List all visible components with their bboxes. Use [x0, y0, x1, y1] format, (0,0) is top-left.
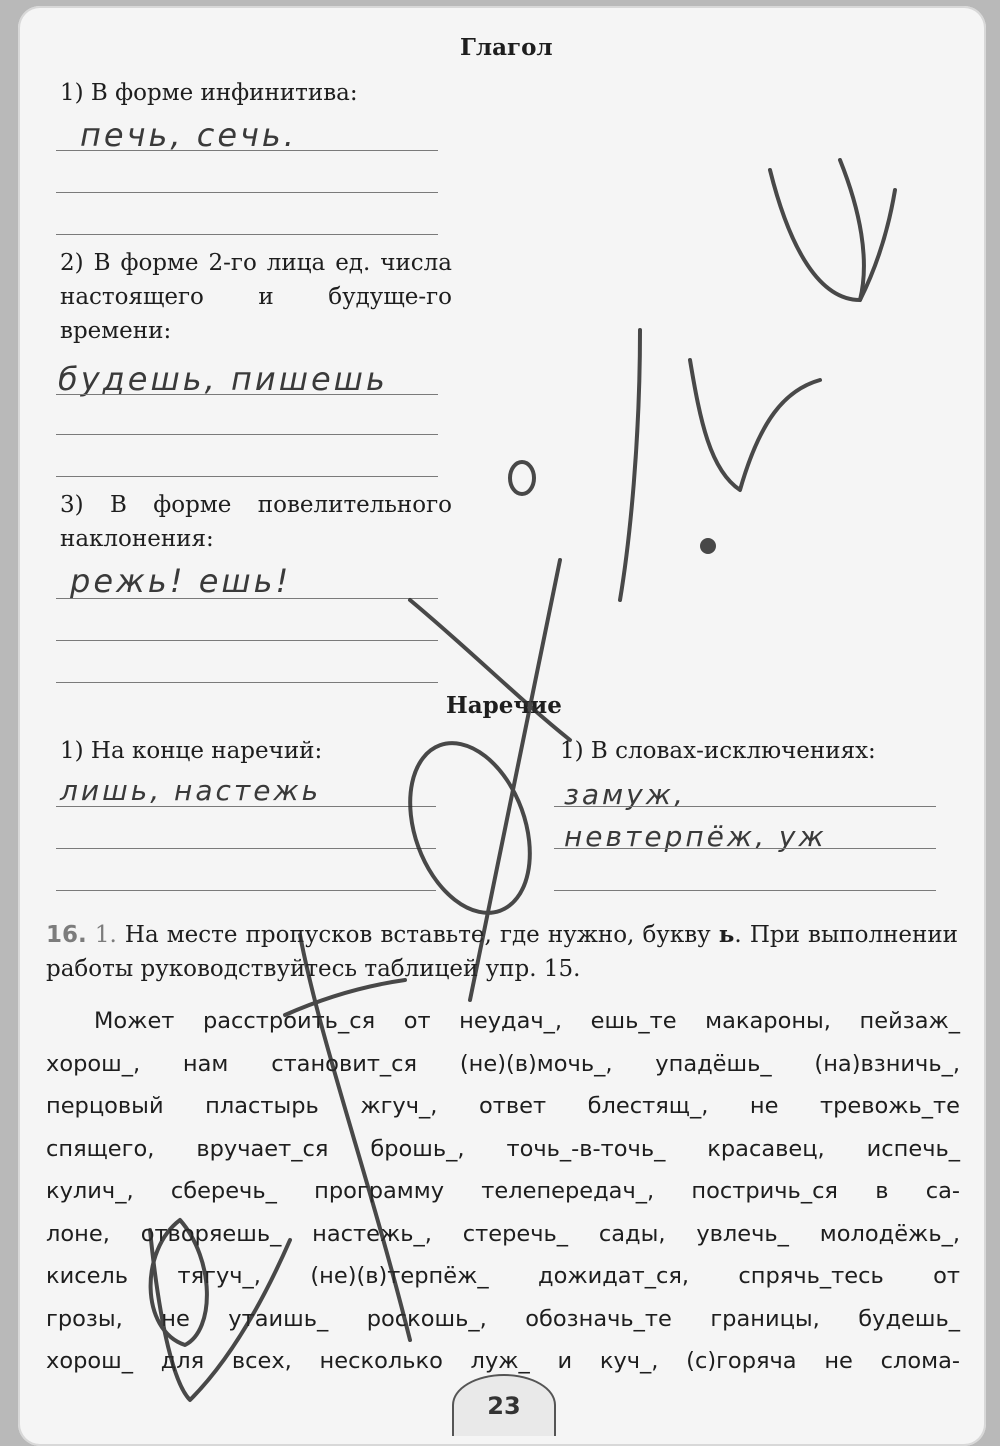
exercise-line: хорош_ для всех, несколько луж_ и куч_, (с)горяча не слома-	[46, 1348, 960, 1374]
verb-item-3-answer: режь! ешь!	[70, 562, 292, 600]
task-number: 16.	[46, 922, 87, 948]
answer-line	[56, 890, 436, 891]
verb-item-2-label: 2) В форме 2-го лица ед. числа настоящего и будуще-го времени:	[60, 250, 452, 344]
verb-item-3-label: 3) В форме повелительного наклонения:	[60, 492, 452, 552]
answer-line	[554, 848, 936, 849]
task-16	[46, 918, 958, 986]
adverb-right-answer: замуж, невтерпёж, уж	[564, 778, 827, 853]
task-text-b: . При выполнении работы руководствуйтесь таблицей упр. 15.	[46, 922, 958, 982]
adverb-left-label: 1) На конце наречий:	[60, 738, 323, 764]
answer-line	[56, 682, 438, 683]
exercise-line: перцовый пластырь жгуч_, ответ блестящ_, не тревожь_те	[46, 1093, 960, 1119]
answer-line	[56, 848, 436, 849]
verb-item-2-answer: будешь, пишешь	[58, 360, 388, 398]
answer-line	[56, 806, 436, 807]
answer-line	[56, 598, 438, 599]
section-title-verb: Глагол	[460, 34, 553, 61]
answer-line	[554, 806, 936, 807]
task-subnumber: 1.	[94, 922, 117, 948]
answer-line	[56, 192, 438, 193]
exercise-line: хорош_, нам становит_ся (не)(в)мочь_, упадёшь_ (на)взничь_,	[46, 1050, 960, 1077]
verb-item-1-label: 1) В форме инфинитива:	[60, 80, 358, 106]
exercise-text	[46, 1000, 960, 1383]
answer-line	[554, 890, 936, 891]
section-title-adverb: Наречие	[446, 692, 562, 719]
exercise-line: грозы, не утаишь_ роскошь_, обозначь_те границы, будешь_	[46, 1305, 960, 1332]
adverb-right-label: 1) В словах-исключениях:	[560, 738, 876, 764]
answer-line	[56, 234, 438, 235]
page-number: 23	[452, 1374, 556, 1436]
task-text-a: На месте пропусков вставьте, где нужно, букву	[124, 922, 711, 948]
answer-line	[56, 640, 438, 641]
adverb-left-answer: лишь, настежь	[60, 774, 322, 807]
answer-line	[56, 394, 438, 395]
exercise-line: спящего, вручает_ся брошь_, точь_-в-точь_ красавец, испечь_	[46, 1135, 960, 1162]
answer-line	[56, 434, 438, 435]
answer-line	[56, 150, 438, 151]
exercise-line: кисель тягуч_, (не)(в)терпёж_ дожидат_ся, спрячь_тесь от	[46, 1263, 960, 1289]
exercise-line: Может расстроить_ся от неудач_, ешь_те макароны, пейзаж_	[94, 1008, 960, 1034]
exercise-line: лоне, отворяешь_ настежь_, стеречь_ сады, увлечь_ молодёжь_,	[46, 1220, 960, 1247]
answer-line	[56, 476, 438, 477]
task-letter: ь	[718, 921, 735, 948]
exercise-line: кулич_, сберечь_ программу телепередач_, постричь_ся в са-	[46, 1178, 960, 1204]
verb-item-1-answer: печь, сечь.	[80, 116, 297, 154]
